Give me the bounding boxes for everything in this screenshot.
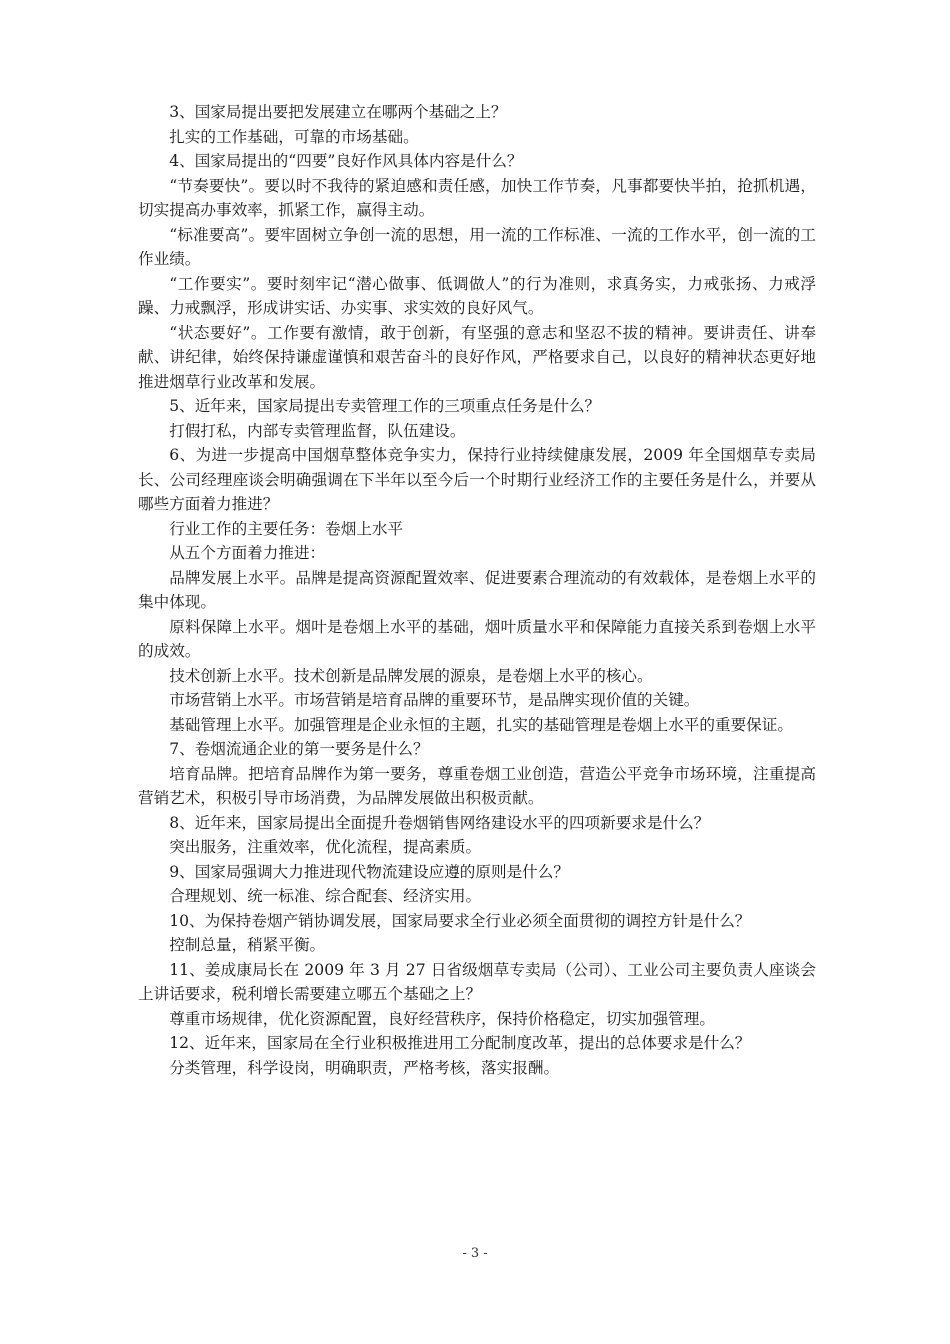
question-12: 12、近年来，国家局在全行业积极推进用工分配制度改革，提出的总体要求是什么？ [169,1034,751,1052]
answer-3: 扎实的工作基础，可靠的市场基础。 [169,127,419,146]
question-3: 3、国家局提出要把发展建立在哪两个基础之上？ [169,103,507,121]
answer-12: 分类管理，科学设岗，明确职责，严格考核，落实报酬。 [169,1058,560,1077]
question-7: 7、卷烟流通企业的第一要务是什么？ [169,740,429,758]
answer-10: 控制总量，稍紧平衡。 [169,936,326,954]
answer-11: 尊重市场规律，优化资源配置，良好经营秩序，保持价格稳定，切实加强管理。 [169,1009,715,1028]
answer-4-state: “状态要好”。工作要有激情，敢于创新，有坚强的意志和坚忍不拔的精神。要讲责任、讲奉献、讲纪律，始终保持谦虚谨慎和艰苦奋斗的良好作风，严格要求自己，以良好的精神状态更好地推进烟草行业改革和发展。 [138,323,816,391]
question-10: 10、为保持卷烟产销协调发展，国家局要求全行业必须全面贯彻的调控方针是什么？ [169,911,751,930]
question-11: 11、姜成康局长在 2009 年 3 月 27 日省级烟草专卖局（公司）、工业公司主要负责人座谈会上讲话要求，税利增长需要建立哪五个基础之上？ [138,960,816,1003]
question-8: 8、近年来，国家局提出全面提升卷烟销售网络建设水平的四项新要求是什么？ [169,813,710,832]
answer-9: 合理规划、统一标准、综合配套、经济实用。 [169,887,482,905]
answer-6-material: 原料保障上水平。烟叶是卷烟上水平的基础，烟叶质量水平和保障能力直接关系到卷烟上水平的成效。 [138,617,816,660]
answer-6-management: 基础管理上水平。加强管理是企业永恒的主题，扎实的基础管理是卷烟上水平的重要保证。 [169,715,793,734]
answer-6-main-task: 行业工作的主要任务：卷烟上水平 [169,519,404,538]
page-number: - 3 - [462,1246,488,1261]
answer-4-pace: “节奏要快”。要以时不我待的紧迫感和责任感，加快工作节奏，凡事都要快半拍，抢抓机遇，切实提高办事效率，抓紧工作，赢得主动。 [138,176,816,219]
question-4: 4、国家局提出的“四要”良好作风具体内容是什么？ [169,152,523,170]
answer-5: 打假打私，内部专卖管理监督，队伍建设。 [169,421,466,440]
question-6: 6、为进一步提高中国烟草整体竞争实力，保持行业持续健康发展，2009 年全国烟草专卖局长、公司经理座谈会明确强调在下半年以至今后一个时期行业经济工作的主要任务是什么，并要从哪些方面着力推进？ [138,446,816,513]
question-9: 9、国家局强调大力推进现代物流建设应遵的原则是什么？ [169,862,569,881]
answer-8: 突出服务，注重效率，优化流程，提高素质。 [169,838,482,856]
question-5: 5、近年来，国家局提出专卖管理工作的三项重点任务是什么？ [169,397,601,415]
answer-6-technology: 技术创新上水平。技术创新是品牌发展的源泉，是卷烟上水平的核心。 [169,666,653,685]
answer-6-brand: 品牌发展上水平。品牌是提高资源配置效率、促进要素合理流动的有效载体，是卷烟上水平的集中体现。 [138,568,816,611]
answer-6-five-aspects: 从五个方面着力推进： [169,544,326,562]
answer-7: 培育品牌。把培育品牌作为第一要务，尊重卷烟工业创造，营造公平竞争市场环境，注重提高营销艺术，积极引导市场消费，为品牌发展做出积极贡献。 [138,764,816,807]
document-body [138,100,816,1080]
answer-4-standard: “标准要高”。要牢固树立争创一流的思想，用一流的工作标准、一流的工作水平，创一流的工作业绩。 [138,225,816,268]
answer-4-work: “工作要实”。要时刻牢记“潜心做事、低调做人”的行为准则，求真务实，力戒张扬、力戒浮躁、力戒飘浮，形成讲实话、办实事、求实效的良好风气。 [138,274,816,317]
answer-6-marketing: 市场营销上水平。市场营销是培育品牌的重要环节，是品牌实现价值的关键。 [169,691,700,709]
